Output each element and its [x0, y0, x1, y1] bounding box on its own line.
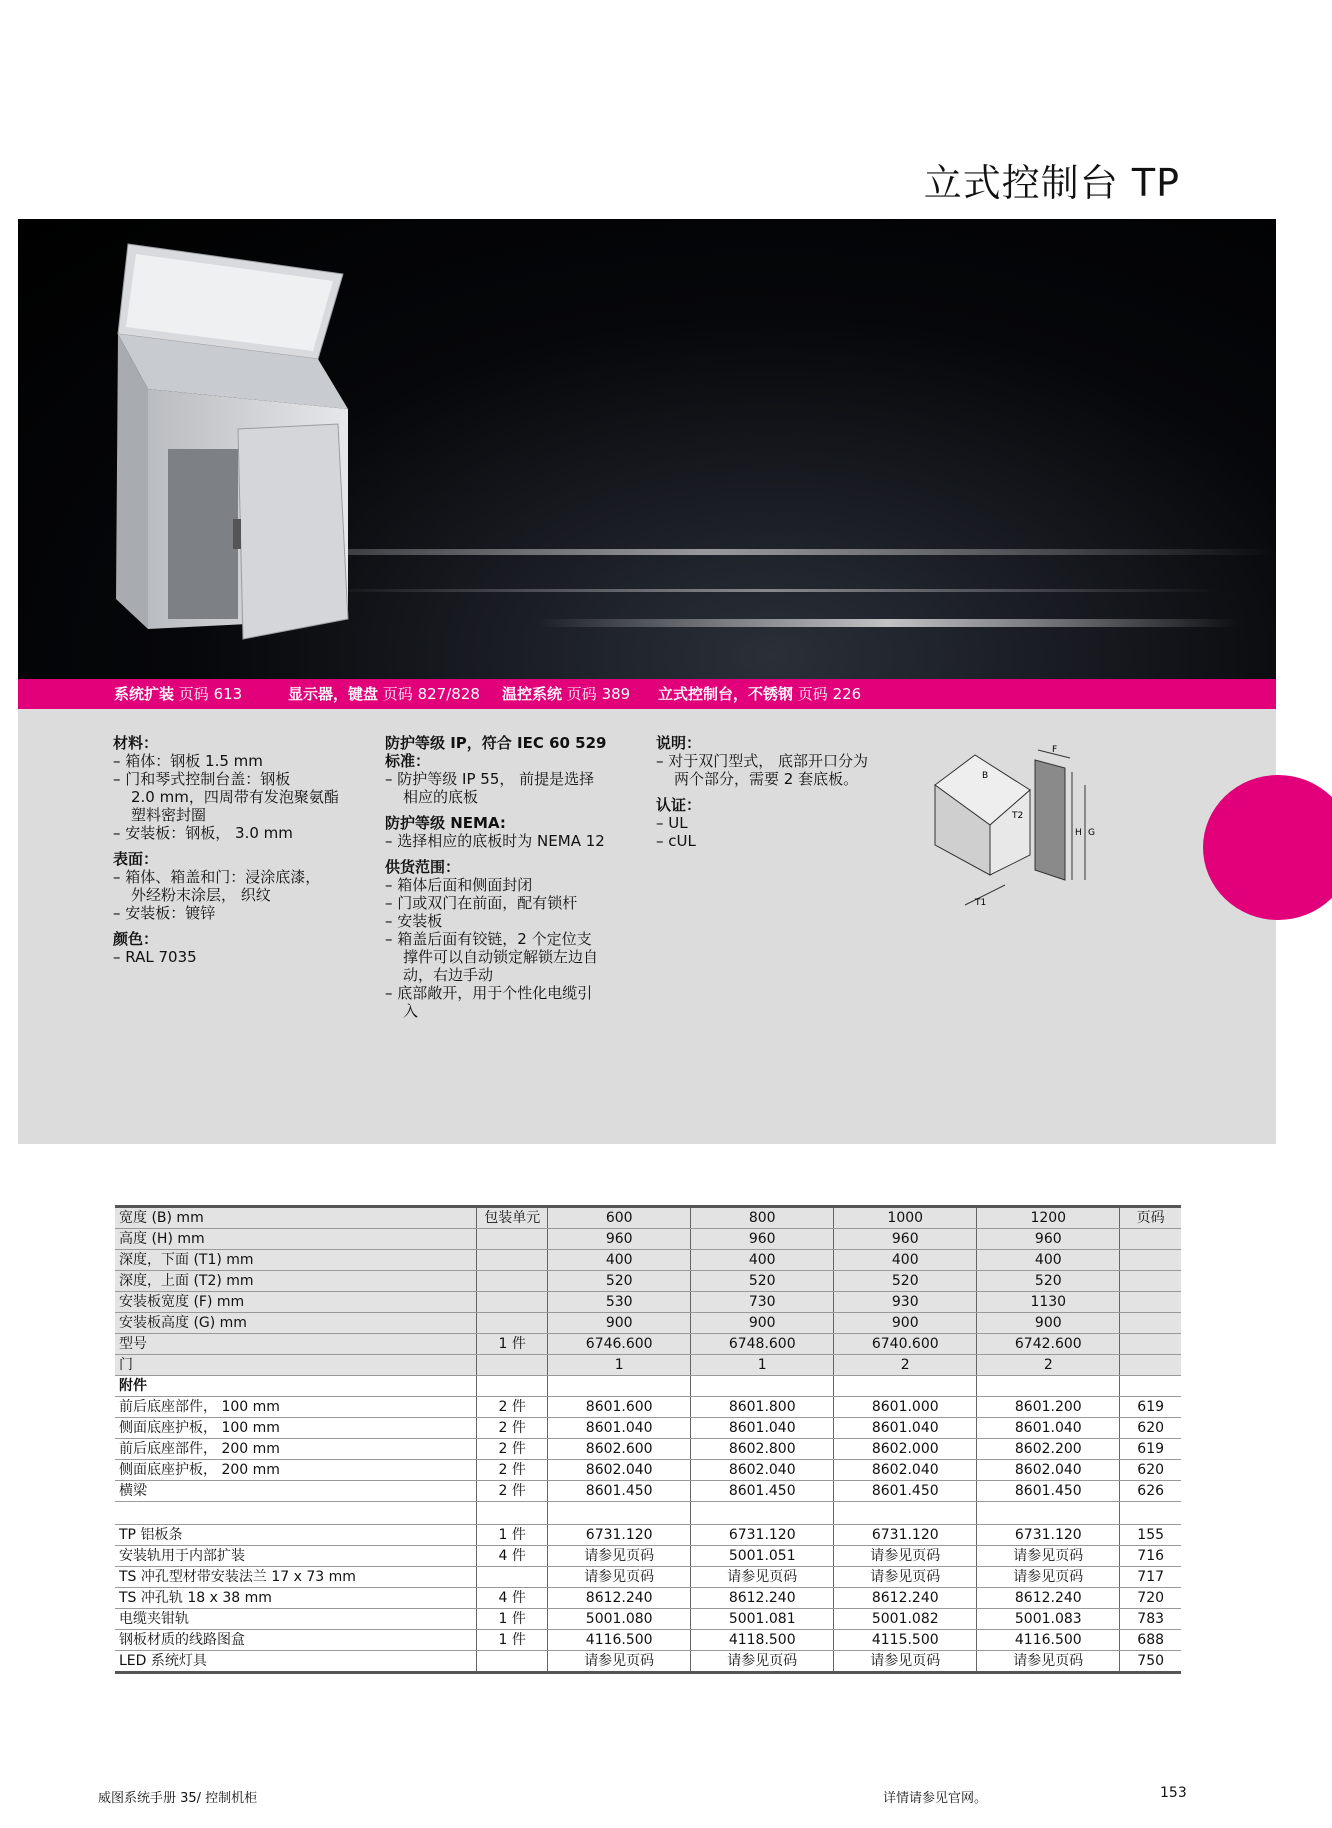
- row-page: [1120, 1292, 1181, 1313]
- supply-item: – 门或双门在前面，配有锁杆: [385, 894, 578, 912]
- row-value: 请参见页码: [548, 1651, 691, 1673]
- row-unit: [477, 1567, 548, 1588]
- row-value: 6731.120: [834, 1525, 977, 1546]
- row-page: [1120, 1229, 1181, 1250]
- row-label: 安装轨用于内部扩装: [115, 1546, 477, 1567]
- row-value: 8612.240: [548, 1588, 691, 1609]
- certification-item: – cUL: [656, 832, 696, 850]
- table-row: [115, 1630, 1181, 1651]
- row-label: 前后底座部件， 200 mm: [115, 1439, 477, 1460]
- related-products-bar: [18, 679, 1276, 709]
- row-unit: 4 件: [477, 1588, 548, 1609]
- row-unit: [477, 1271, 548, 1292]
- row-unit: 1 件: [477, 1525, 548, 1546]
- row-label: 横梁: [115, 1481, 477, 1502]
- row-unit: 2 件: [477, 1439, 548, 1460]
- row-value: [834, 1502, 977, 1525]
- related-link-system-accessories[interactable]: 系统扩装 页码 613: [114, 685, 243, 703]
- row-value: 400: [834, 1250, 977, 1271]
- material-item: – 安装板：钢板， 3.0 mm: [113, 824, 293, 842]
- row-unit: 1 件: [477, 1334, 548, 1355]
- width-label: 宽度 (B) mm: [115, 1207, 477, 1229]
- row-page: 750: [1120, 1651, 1181, 1673]
- row-value: 960: [691, 1229, 834, 1250]
- note-heading: 说明：: [656, 734, 702, 752]
- row-label: 安装板宽度 (F) mm: [115, 1292, 477, 1313]
- row-value: 400: [548, 1250, 691, 1271]
- row-unit: [477, 1651, 548, 1673]
- table-row: [115, 1502, 1181, 1525]
- dimension-label-b: B: [982, 771, 989, 781]
- material-item: – 箱体：钢板 1.5 mm: [113, 752, 263, 770]
- row-label: 侧面底座护板， 200 mm: [115, 1460, 477, 1481]
- row-label: TS 冲孔轨 18 x 38 mm: [115, 1588, 477, 1609]
- row-value: 请参见页码: [834, 1546, 977, 1567]
- dimension-label-t2: T2: [1012, 811, 1024, 821]
- surface-heading: 表面：: [113, 850, 159, 868]
- row-value: 520: [691, 1271, 834, 1292]
- spec-column-material: [113, 734, 373, 966]
- row-label: 高度 (H) mm: [115, 1229, 477, 1250]
- row-value: [977, 1502, 1120, 1525]
- row-page: 717: [1120, 1567, 1181, 1588]
- row-unit: [477, 1355, 548, 1376]
- row-value: 6742.600: [977, 1334, 1120, 1355]
- product-photo: [18, 219, 1276, 679]
- row-page: [1120, 1271, 1181, 1292]
- row-value: 8602.600: [548, 1439, 691, 1460]
- table-row: [115, 1355, 1181, 1376]
- row-value: 8601.040: [548, 1418, 691, 1439]
- row-value: 2: [834, 1355, 977, 1376]
- table-header-row: [115, 1207, 1181, 1229]
- row-value: 900: [977, 1313, 1120, 1334]
- supply-item: – 安装板: [385, 912, 443, 930]
- table-row: [115, 1609, 1181, 1630]
- row-value: 6731.120: [977, 1525, 1120, 1546]
- row-value: 6731.120: [691, 1525, 834, 1546]
- table-row: [115, 1250, 1181, 1271]
- dimension-label-t1: T1: [975, 898, 987, 908]
- surface-item: – 安装板：镀锌: [113, 904, 216, 922]
- supply-item: – 底部敞开，用于个性化电缆引 入: [385, 984, 593, 1020]
- row-value: 8601.450: [977, 1481, 1120, 1502]
- table-row: [115, 1313, 1181, 1334]
- row-unit: 1 件: [477, 1609, 548, 1630]
- ip-heading: 防护等级 IP，符合 IEC 60 529 标准：: [385, 734, 607, 770]
- row-value: 6746.600: [548, 1334, 691, 1355]
- supply-item: – 箱体后面和侧面封闭: [385, 876, 533, 894]
- row-page: 688: [1120, 1630, 1181, 1651]
- row-value: 8602.000: [834, 1439, 977, 1460]
- row-value: 530: [548, 1292, 691, 1313]
- row-label: [115, 1502, 477, 1525]
- table-row: [115, 1376, 1181, 1397]
- nema-item: – 选择相应的底板时为 NEMA 12: [385, 832, 605, 850]
- footer-website-note: 详情请参见官网。: [883, 1791, 988, 1806]
- row-unit: 2 件: [477, 1460, 548, 1481]
- note-item: – 对于双门型式， 底部开口分为 两个部分，需要 2 套底板。: [656, 752, 869, 788]
- packaging-unit-header: 包装单元: [477, 1207, 548, 1229]
- row-value: 8601.450: [691, 1481, 834, 1502]
- width-value: 600: [548, 1207, 691, 1229]
- related-link-monitor-keyboard[interactable]: 显示器，键盘 页码 827/828: [288, 685, 480, 703]
- spec-column-protection: [385, 734, 650, 1020]
- row-value: 8602.800: [691, 1439, 834, 1460]
- certification-item: – UL: [656, 814, 688, 832]
- row-value: 5001.051: [691, 1546, 834, 1567]
- row-value: [977, 1376, 1120, 1397]
- row-value: 5001.080: [548, 1609, 691, 1630]
- row-value: 900: [691, 1313, 834, 1334]
- row-value: 520: [834, 1271, 977, 1292]
- row-value: 请参见页码: [548, 1567, 691, 1588]
- row-value: 900: [834, 1313, 977, 1334]
- row-unit: 1 件: [477, 1630, 548, 1651]
- row-page: [1120, 1376, 1181, 1397]
- row-value: 520: [548, 1271, 691, 1292]
- row-value: 520: [977, 1271, 1120, 1292]
- footer-catalog-title: 威图系统手册 35/ 控制机柜: [98, 1791, 258, 1806]
- row-value: [691, 1376, 834, 1397]
- control-console-illustration: [18, 219, 1276, 679]
- row-unit: 2 件: [477, 1418, 548, 1439]
- supply-item: – 箱盖后面有铰链，2 个定位支 撑件可以自动锁定解锁左边自 动，右边手动: [385, 930, 599, 984]
- table-row: [115, 1397, 1181, 1418]
- row-value: 请参见页码: [548, 1546, 691, 1567]
- row-label: TS 冲孔型材带安装法兰 17 x 73 mm: [115, 1567, 477, 1588]
- table-row: [115, 1588, 1181, 1609]
- surface-item: – 箱体、箱盖和门：浸涂底漆， 外经粉末涂层， 织纹: [113, 868, 321, 904]
- row-unit: [477, 1229, 548, 1250]
- row-label: 前后底座部件， 100 mm: [115, 1397, 477, 1418]
- row-value: 请参见页码: [977, 1651, 1120, 1673]
- row-value: 8601.200: [977, 1397, 1120, 1418]
- row-value: 8602.040: [691, 1460, 834, 1481]
- row-value: 1130: [977, 1292, 1120, 1313]
- row-value: 8602.040: [977, 1460, 1120, 1481]
- row-page: [1120, 1502, 1181, 1525]
- row-value: 900: [548, 1313, 691, 1334]
- table-row: [115, 1651, 1181, 1673]
- row-value: [691, 1502, 834, 1525]
- row-label: 深度，上面 (T2) mm: [115, 1271, 477, 1292]
- row-value: 请参见页码: [691, 1651, 834, 1673]
- row-value: 1: [691, 1355, 834, 1376]
- row-page: [1120, 1334, 1181, 1355]
- table-row: [115, 1292, 1181, 1313]
- row-unit: 2 件: [477, 1481, 548, 1502]
- table-row: [115, 1334, 1181, 1355]
- row-value: 1: [548, 1355, 691, 1376]
- row-label: 附件: [115, 1376, 477, 1397]
- row-page: 720: [1120, 1588, 1181, 1609]
- row-label: 安装板高度 (G) mm: [115, 1313, 477, 1334]
- footer-page-number: 153: [1160, 1785, 1187, 1801]
- page-header: 页码: [1120, 1207, 1181, 1229]
- table-row: [115, 1460, 1181, 1481]
- row-value: 400: [977, 1250, 1120, 1271]
- row-value: 6748.600: [691, 1334, 834, 1355]
- ip-item: – 防护等级 IP 55， 前提是选择 相应的底板: [385, 770, 595, 806]
- row-label: 电缆夹钳轨: [115, 1609, 477, 1630]
- dimension-label-g: G: [1088, 828, 1095, 838]
- table-row: [115, 1229, 1181, 1250]
- dimension-diagram: [930, 740, 1105, 920]
- table-row: [115, 1418, 1181, 1439]
- row-label: 深度，下面 (T1) mm: [115, 1250, 477, 1271]
- row-label: TP 铝板条: [115, 1525, 477, 1546]
- table-row: [115, 1546, 1181, 1567]
- related-link-climate-control[interactable]: 温控系统 页码 389: [502, 685, 631, 703]
- row-value: 730: [691, 1292, 834, 1313]
- row-label: 型号: [115, 1334, 477, 1355]
- row-page: 619: [1120, 1439, 1181, 1460]
- row-value: 8601.040: [691, 1418, 834, 1439]
- row-value: 8602.200: [977, 1439, 1120, 1460]
- row-value: 8601.450: [548, 1481, 691, 1502]
- row-value: [548, 1502, 691, 1525]
- row-value: 8601.800: [691, 1397, 834, 1418]
- row-unit: 2 件: [477, 1397, 548, 1418]
- certification-heading: 认证：: [656, 796, 702, 814]
- table-row: [115, 1481, 1181, 1502]
- row-value: 8612.240: [691, 1588, 834, 1609]
- row-value: 请参见页码: [977, 1567, 1120, 1588]
- row-value: 8602.040: [834, 1460, 977, 1481]
- row-unit: [477, 1292, 548, 1313]
- row-value: 400: [691, 1250, 834, 1271]
- row-value: 8612.240: [977, 1588, 1120, 1609]
- width-value: 1000: [834, 1207, 977, 1229]
- row-value: 4116.500: [548, 1630, 691, 1651]
- row-unit: [477, 1250, 548, 1271]
- row-page: 626: [1120, 1481, 1181, 1502]
- row-page: 620: [1120, 1460, 1181, 1481]
- row-value: 8602.040: [548, 1460, 691, 1481]
- row-value: 8601.600: [548, 1397, 691, 1418]
- row-page: 620: [1120, 1418, 1181, 1439]
- row-value: 2: [977, 1355, 1120, 1376]
- row-value: 请参见页码: [691, 1567, 834, 1588]
- related-link-stainless-console[interactable]: 立式控制台，不锈钢 页码 226: [658, 685, 862, 703]
- row-value: 5001.081: [691, 1609, 834, 1630]
- row-value: 请参见页码: [977, 1546, 1120, 1567]
- width-value: 1200: [977, 1207, 1120, 1229]
- row-unit: [477, 1502, 548, 1525]
- nema-heading: 防护等级 NEMA:: [385, 814, 506, 832]
- table-row: [115, 1271, 1181, 1292]
- product-spec-table: [115, 1205, 1181, 1674]
- supply-heading: 供货范围：: [385, 858, 461, 876]
- row-value: 930: [834, 1292, 977, 1313]
- color-item: – RAL 7035: [113, 948, 197, 966]
- material-item: – 门和琴式控制台盖：钢板 2.0 mm，四周带有发泡聚氨酯 塑料密封圈: [113, 770, 339, 824]
- row-value: 8601.040: [977, 1418, 1120, 1439]
- spec-column-notes: [656, 734, 921, 850]
- dimension-label-h: H: [1075, 828, 1082, 838]
- row-unit: 4 件: [477, 1546, 548, 1567]
- row-value: 6740.600: [834, 1334, 977, 1355]
- row-page: [1120, 1313, 1181, 1334]
- dimension-label-f: F: [1052, 745, 1058, 755]
- row-value: 4118.500: [691, 1630, 834, 1651]
- row-value: 8601.040: [834, 1418, 977, 1439]
- row-value: 8601.000: [834, 1397, 977, 1418]
- row-label: 钢板材质的线路图盒: [115, 1630, 477, 1651]
- row-value: 5001.083: [977, 1609, 1120, 1630]
- row-label: 侧面底座护板， 100 mm: [115, 1418, 477, 1439]
- row-value: [548, 1376, 691, 1397]
- row-value: 960: [834, 1229, 977, 1250]
- row-value: 请参见页码: [834, 1567, 977, 1588]
- row-page: 783: [1120, 1609, 1181, 1630]
- row-value: 请参见页码: [834, 1651, 977, 1673]
- color-heading: 颜色：: [113, 930, 159, 948]
- material-heading: 材料：: [113, 734, 159, 752]
- row-value: 4116.500: [977, 1630, 1120, 1651]
- table-row: [115, 1439, 1181, 1460]
- row-page: [1120, 1250, 1181, 1271]
- row-page: 716: [1120, 1546, 1181, 1567]
- row-value: [834, 1376, 977, 1397]
- row-value: 6731.120: [548, 1525, 691, 1546]
- row-value: 8612.240: [834, 1588, 977, 1609]
- row-page: [1120, 1355, 1181, 1376]
- width-value: 800: [691, 1207, 834, 1229]
- row-unit: [477, 1313, 548, 1334]
- row-value: 8601.450: [834, 1481, 977, 1502]
- row-value: 960: [977, 1229, 1120, 1250]
- page-title: 立式控制台 TP: [923, 161, 1180, 205]
- row-value: 4115.500: [834, 1630, 977, 1651]
- row-page: 155: [1120, 1525, 1181, 1546]
- row-value: 960: [548, 1229, 691, 1250]
- row-label: 门: [115, 1355, 477, 1376]
- table-row: [115, 1567, 1181, 1588]
- table-row: [115, 1525, 1181, 1546]
- row-label: LED 系统灯具: [115, 1651, 477, 1673]
- row-page: 619: [1120, 1397, 1181, 1418]
- row-value: 5001.082: [834, 1609, 977, 1630]
- row-unit: [477, 1376, 548, 1397]
